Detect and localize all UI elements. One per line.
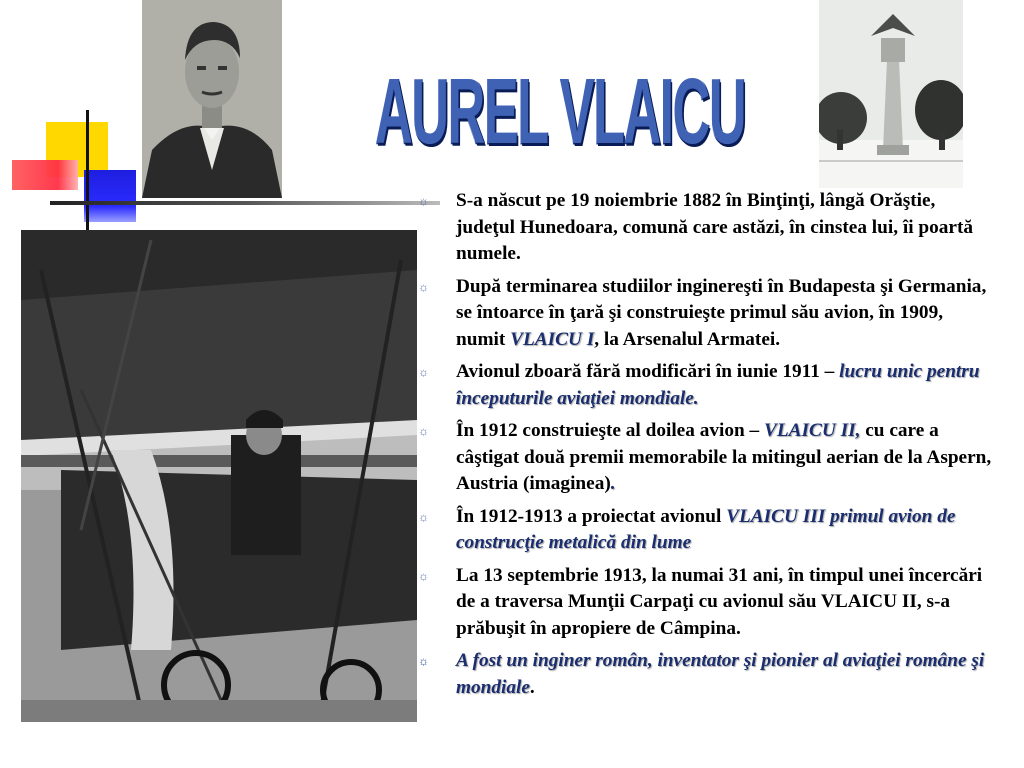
monument-photo xyxy=(819,0,963,188)
sun-sparkle-icon: ☼ xyxy=(418,279,429,294)
portrait-photo xyxy=(142,0,282,198)
bullet-text: La 13 septembrie 1913, la numai 31 ani, în timpul unei încercări de a traversa Munţii Carpaţi cu avionul său VLAICU II, s-a prăbuşit în apropiere de Câmpina. xyxy=(456,564,983,639)
bullet-emphasis-text: A fost un inginer român, inventator şi pionier al aviaţiei române şi mondiale xyxy=(456,650,985,698)
bullet-emphasis-text: VLAICU I xyxy=(510,328,595,350)
bullet-text: În 1912-1913 a proiectat avionul xyxy=(456,505,727,527)
bullet-item xyxy=(418,274,996,354)
sun-sparkle-icon: ☼ xyxy=(418,568,429,583)
sun-sparkle-icon: ☼ xyxy=(418,365,429,379)
decor-horizontal-line xyxy=(50,201,440,205)
decor-blue-square xyxy=(84,170,136,222)
bullet-emphasis-text: VLAICU II, xyxy=(763,420,861,441)
bullet-emphasis-text: VLAICU III primul avion de construcţie metalică din lume xyxy=(456,505,956,553)
page-title: AUREL VLAICU xyxy=(374,58,745,164)
bullet-item xyxy=(418,504,996,557)
sun-sparkle-icon: ☼ xyxy=(418,509,429,524)
sun-sparkle-icon: ☼ xyxy=(418,654,429,668)
airplane-photo xyxy=(21,230,417,722)
bullet-text: cu care a câştigat două premii memorabile la mitingul aerian de la Aspern, Austria (imaginea) xyxy=(456,420,992,494)
bullet-emphasis-text: . xyxy=(610,473,616,494)
bullet-text: S-a născut pe 19 noiembrie 1882 în Binţinţi, lângă Orăştie, judeţul Hunedoara, comună care astăzi, în cinstea lui, îi poartă numele. xyxy=(456,190,974,264)
decor-red-bar xyxy=(12,160,78,190)
bullet-item xyxy=(418,563,996,643)
decor-vertical-line xyxy=(86,110,89,230)
sun-sparkle-icon: ☼ xyxy=(418,424,429,438)
bullet-item xyxy=(418,359,996,412)
bullet-item xyxy=(418,188,996,268)
bullet-emphasis-text: lucru unic pentru începuturile aviaţiei mondiale. xyxy=(456,361,980,409)
bullet-text: , la Arsenalul Armatei. xyxy=(594,328,781,350)
bullet-list xyxy=(418,188,996,707)
bullet-item xyxy=(418,418,996,498)
sun-sparkle-icon: ☼ xyxy=(418,194,429,208)
bullet-text: După terminarea studiilor inginereşti în Budapesta şi Germania, se întoarce în ţară şi construieşte primul său avion, în 1909, numit xyxy=(456,275,987,350)
bullet-text: În 1912 construieşte al doilea avion – xyxy=(456,420,764,441)
bullet-item xyxy=(418,648,996,701)
bullet-text: Avionul zboară fără modificări în iunie 1911 – xyxy=(456,361,840,382)
bullet-text: . xyxy=(529,676,535,698)
